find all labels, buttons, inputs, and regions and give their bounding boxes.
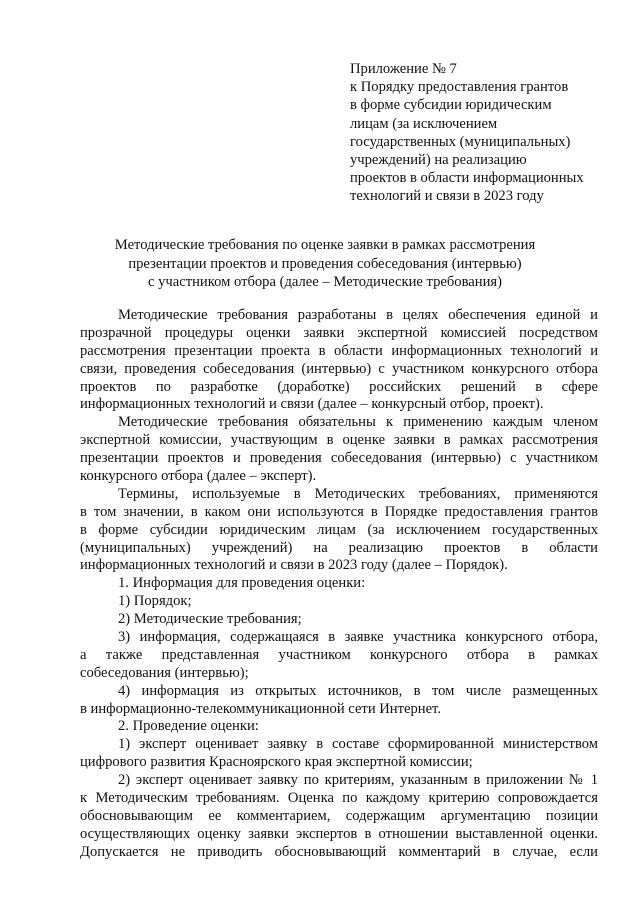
body-line: 1) Порядок; bbox=[118, 593, 192, 610]
body-line: Методические требования разработаны в целях обеспечения единой и bbox=[118, 307, 598, 323]
body-line: а также представленная участником конкурсного отбора в рамках bbox=[80, 646, 598, 663]
appendix-line: государственных (муниципальных) bbox=[350, 133, 571, 150]
body-line: Допускается не приводить обосновывающий комментарий в случае, если bbox=[80, 843, 598, 860]
appendix-line: технологий и связи в 2023 году bbox=[350, 188, 544, 205]
body-line: в информационно-телекоммуникационной сети Интернет. bbox=[80, 700, 441, 717]
body-line: собеседования (интервью); bbox=[80, 664, 249, 681]
document-body bbox=[80, 307, 598, 862]
body-line: к Методическим требованиям. Оценка по каждому критерию сопровождается bbox=[80, 790, 598, 807]
appendix-line: к Порядку предоставления грантов bbox=[350, 79, 569, 96]
body-line: проектов по разработке (доработке) российских решений в сфере bbox=[80, 378, 598, 395]
appendix-line: учреждений) на реализацию bbox=[350, 152, 527, 169]
body-line: цифрового развития Красноярского края экспертной комиссии; bbox=[80, 754, 473, 771]
body-line: в том значении, в каком они используются в Порядке предоставления грантов bbox=[80, 503, 598, 520]
body-line: прозрачной процедуры оценки заявки экспертной комиссией посредством bbox=[80, 324, 598, 341]
body-line: (муниципальных) учреждений) на реализацию проектов в области bbox=[80, 539, 598, 556]
appendix-header bbox=[350, 60, 610, 206]
body-line: 4) информация из открытых источников, в том числе размещенных bbox=[118, 682, 598, 699]
body-line: 1) эксперт оценивает заявку в составе сформированной министерством bbox=[118, 736, 598, 753]
body-line: осуществляющих оценку заявки экспертов в отношении выставленной оценки. bbox=[80, 825, 598, 842]
appendix-line: в форме субсидии юридическим bbox=[350, 97, 552, 114]
title-line: Методические требования по оценке заявки в рамках рассмотрения bbox=[114, 237, 536, 253]
body-line: экспертной комиссии, участвующим в оценке заявки в рамках рассмотрения bbox=[80, 432, 598, 449]
body-line: связи, проведения собеседования (интервью) с участником конкурсного отбора bbox=[80, 360, 598, 377]
body-line: конкурсного отбора (далее – эксперт). bbox=[80, 468, 317, 485]
body-line: информационных технологий и связи в 2023 году (далее – Порядок). bbox=[80, 557, 508, 574]
body-line: обосновывающим ее комментарием, содержащим аргументацию позиции bbox=[80, 807, 598, 824]
body-line: 3) информация, содержащаяся в заявке участника конкурсного отбора, bbox=[118, 629, 598, 646]
body-line: рассмотрения презентации проекта в области информационных технологий и bbox=[80, 342, 598, 359]
body-line: в форме субсидии юридическим лицам (за исключением государственных bbox=[80, 521, 598, 538]
body-line: 1. Информация для проведения оценки: bbox=[118, 575, 366, 592]
appendix-line: проектов в области информационных bbox=[350, 170, 584, 187]
appendix-line: Приложение № 7 bbox=[350, 61, 457, 77]
title-line: с участником отбора (далее – Методические требования) bbox=[148, 274, 502, 291]
body-line: Термины, используемые в Методических требованиях, применяются bbox=[118, 485, 598, 502]
document-title bbox=[60, 236, 590, 292]
body-line: 2) эксперт оценивает заявку по критериям, указанным в приложении № 1 bbox=[118, 772, 598, 789]
body-line: 2. Проведение оценки: bbox=[118, 718, 259, 735]
body-line: Методические требования обязательны к применению каждым членом bbox=[118, 414, 598, 431]
body-line: информационных технологий и связи (далее – конкурсный отбор, проект). bbox=[80, 396, 544, 413]
title-line: презентации проектов и проведения собеседования (интервью) bbox=[128, 255, 522, 272]
body-line: презентации проектов и проведения собеседования (интервью) с участником bbox=[80, 450, 598, 467]
body-line: 2) Методические требования; bbox=[118, 611, 302, 628]
appendix-line: лицам (за исключением bbox=[350, 115, 498, 132]
